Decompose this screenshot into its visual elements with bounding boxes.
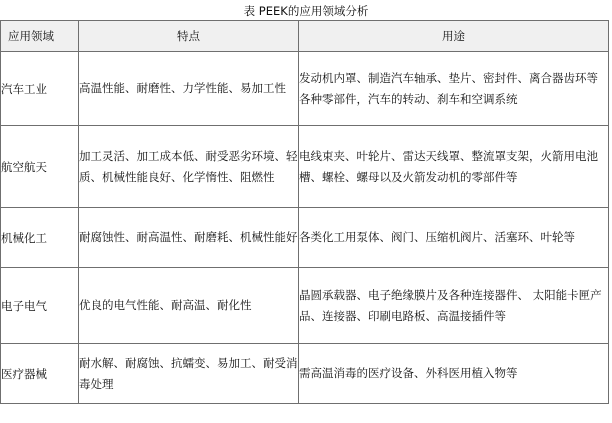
row-uses: 晶圆承载器、电子绝缘膜片及各种连接器件、 太阳能卡匣产品、连接器、印刷电路板、高温接插件等 — [299, 268, 609, 344]
table-row — [1, 344, 609, 404]
row-field: 机械化工 — [1, 208, 79, 268]
header-uses: 用途 — [299, 21, 609, 52]
table-row — [1, 126, 609, 208]
table-caption: 表 PEEK的应用领域分析 — [243, 4, 369, 18]
table-row — [1, 268, 609, 344]
row-features: 耐水解、耐腐蚀、抗蠕变、易加工、耐受消毒处理 — [79, 344, 299, 404]
row-features: 高温性能、耐磨性、力学性能、易加工性 — [79, 52, 299, 126]
row-field: 医疗器械 — [1, 344, 79, 404]
row-field: 汽车工业 — [1, 52, 79, 126]
table-row — [1, 208, 609, 268]
row-field: 航空航天 — [1, 126, 79, 208]
header-row — [1, 21, 609, 52]
row-uses: 电线束夹、叶轮片、雷达天线罩、整流罩支架，火箭用电池槽、螺栓、螺母以及火箭发动机的零部件等 — [299, 126, 609, 208]
row-features: 优良的电气性能、耐高温、耐化性 — [79, 268, 299, 344]
row-field: 电子电气 — [1, 268, 79, 344]
application-table — [0, 20, 609, 404]
header-features: 特点 — [79, 21, 299, 52]
row-features: 耐腐蚀性、耐高温性、耐磨耗、机械性能好 — [79, 208, 299, 268]
row-features: 加工灵活、加工成本低、耐受恶劣环境、轻质、机械性能良好、化学惰性、阻燃性 — [79, 126, 299, 208]
row-uses: 需高温消毒的医疗设备、外科医用植入物等 — [299, 344, 609, 404]
row-uses: 各类化工用泵体、阀门、压缩机阀片、活塞环、叶轮等 — [299, 208, 609, 268]
header-field: 应用领域 — [1, 21, 79, 52]
row-uses: 发动机内罩、制造汽车轴承、垫片、密封件、离合器齿环等各种零部件，汽车的转动、刹车和空调系统 — [299, 52, 609, 126]
table-row — [1, 52, 609, 126]
